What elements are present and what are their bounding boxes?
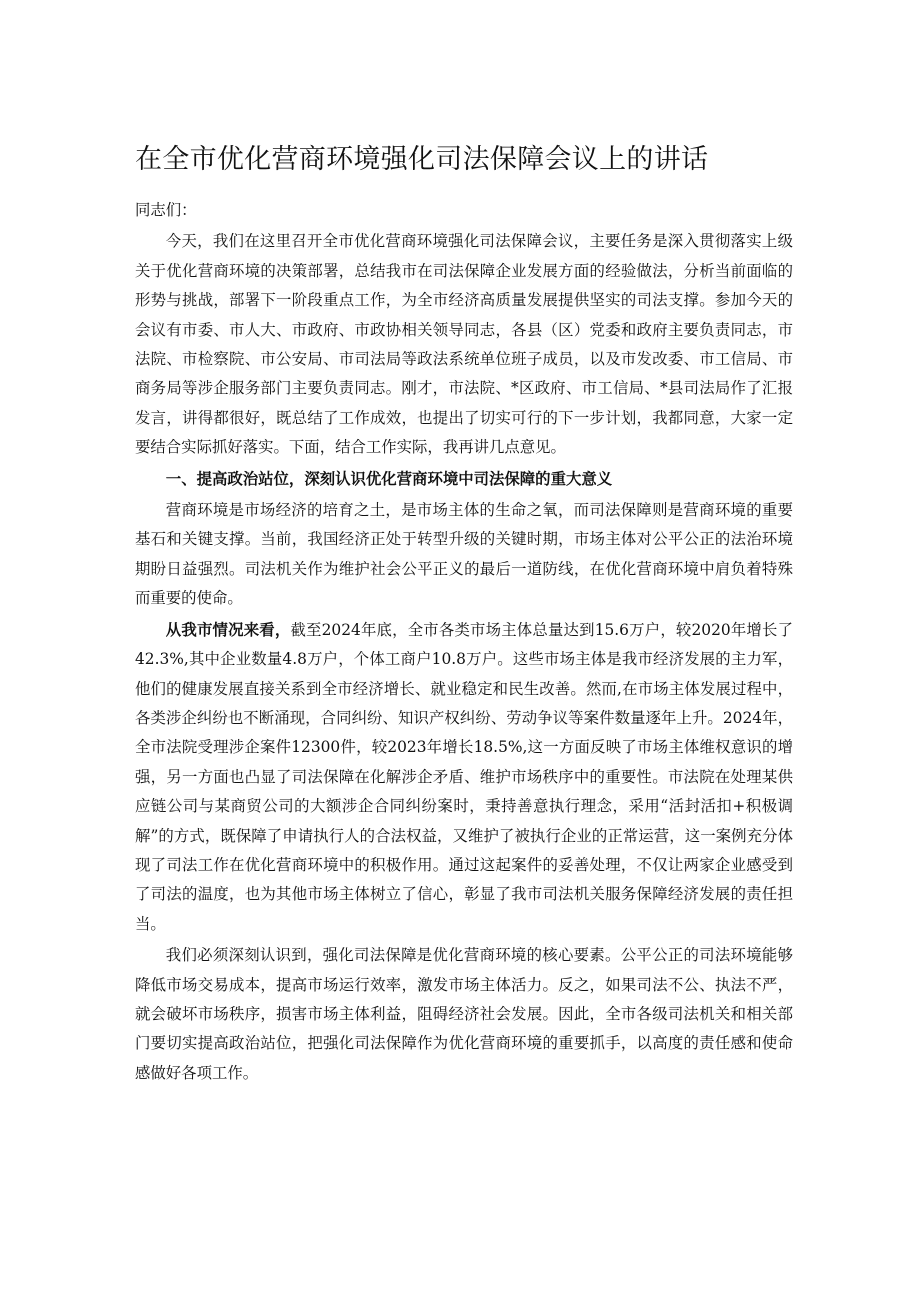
document-title: 在全市优化营商环境强化司法保障会议上的讲话: [135, 144, 709, 175]
section1-paragraph-1: 营商环境是市场经济的培育之土，是市场主体的生命之氧，而司法保障则是营商环境的重要基石和关键支撑。当前，我国经济正处于转型升级的关键时期，市场主体对公平公正的法治环境期盼日益强烈。司法机关作为维护社会公平正义的最后一道防线，在优化营商环境中肩负着特殊而重要的使命。: [135, 501, 793, 608]
section1-paragraph-3: 我们必须深刻认识到，强化司法保障是优化营商环境的核心要素。公平公正的司法环境能够降低市场交易成本，提高市场运行效率，激发市场主体活力。反之，如果司法不公、执法不严，就会破坏市场秩序，损害市场主体利益，阻碍经济社会发展。因此，全市各级司法机关和相关部门要切实提高政治站位，把强化司法保障作为优化营商环境的重要抓手，以高度的责任感和使命感做好各项工作。: [135, 946, 793, 1082]
section-heading-1: 一、提高政治站位，深刻认识优化营商环境中司法保障的重大意义: [165, 469, 613, 488]
section1-paragraph-2: [135, 616, 793, 939]
intro-paragraph: 今天，我们在这里召开全市优化营商环境强化司法保障会议，主要任务是深入贯彻落实上级关于优化营商环境的决策部署，总结我市在司法保障企业发展方面的经验做法，分析当前面临的形势与挑战，部署下一阶段重点工作，为全市经济高质量发展提供坚实的司法支撑。参加今天的会议有市委、市人大、市政府、市政协相关领导同志，各县（区）党委和政府主要负责同志，市法院、市检察院、市公安局、市司法局等政法系统单位班子成员，以及市发改委、市工信局、市商务局等涉企服务部门主要负责同志。刚才，市法院、*区政府、市工信局、*县司法局作了汇报发言，讲得都很好，既总结了工作成效，也提出了切实可行的下一步计划，我都同意，大家一定要结合实际抓好落实。下面，结合工作实际，我再讲几点意见。: [135, 232, 793, 457]
document-body: [135, 138, 793, 1090]
paragraph-body-text: 截至2024年底，全市各类市场主体总量达到15.6万户，较2020年增长了42.3%,其中企业数量4.8万户，个体工商户10.8万户。这些市场主体是我市经济发展的主力军，他们的健康发展直接关系到全市经济增长、就业稳定和民生改善。然而,在市场主体发展过程中，各类涉企纠纷也不断涌现，合同纠纷、知识产权纠纷、劳动争议等案件数量逐年上升。2024年，全市法院受理涉企案件12300件，较2023年增长18.5%,这一方面反映了市场主体维权意识的增强，另一方面也凸显了司法保障在化解涉企矛盾、维护市场秩序中的重要性。市法院在处理某供应链公司与某商贸公司的大额涉企合同纠纷案时，秉持善意执行理念，采用“活封活扣+积极调解”的方式，既保障了申请执行人的合法权益，又维护了被执行企业的正常运营，这一案例充分体现了司法工作在优化营商环境中的积极作用。通过这起案件的妥善处理，不仅让两家企业感受到了司法的温度，也为其他市场主体树立了信心，彰显了我市司法机关服务保障经济发展的责任担当。: [135, 620, 793, 933]
salutation: 同志们：: [135, 201, 197, 219]
paragraph-lead-phrase: 从我市情况来看，: [165, 620, 291, 639]
